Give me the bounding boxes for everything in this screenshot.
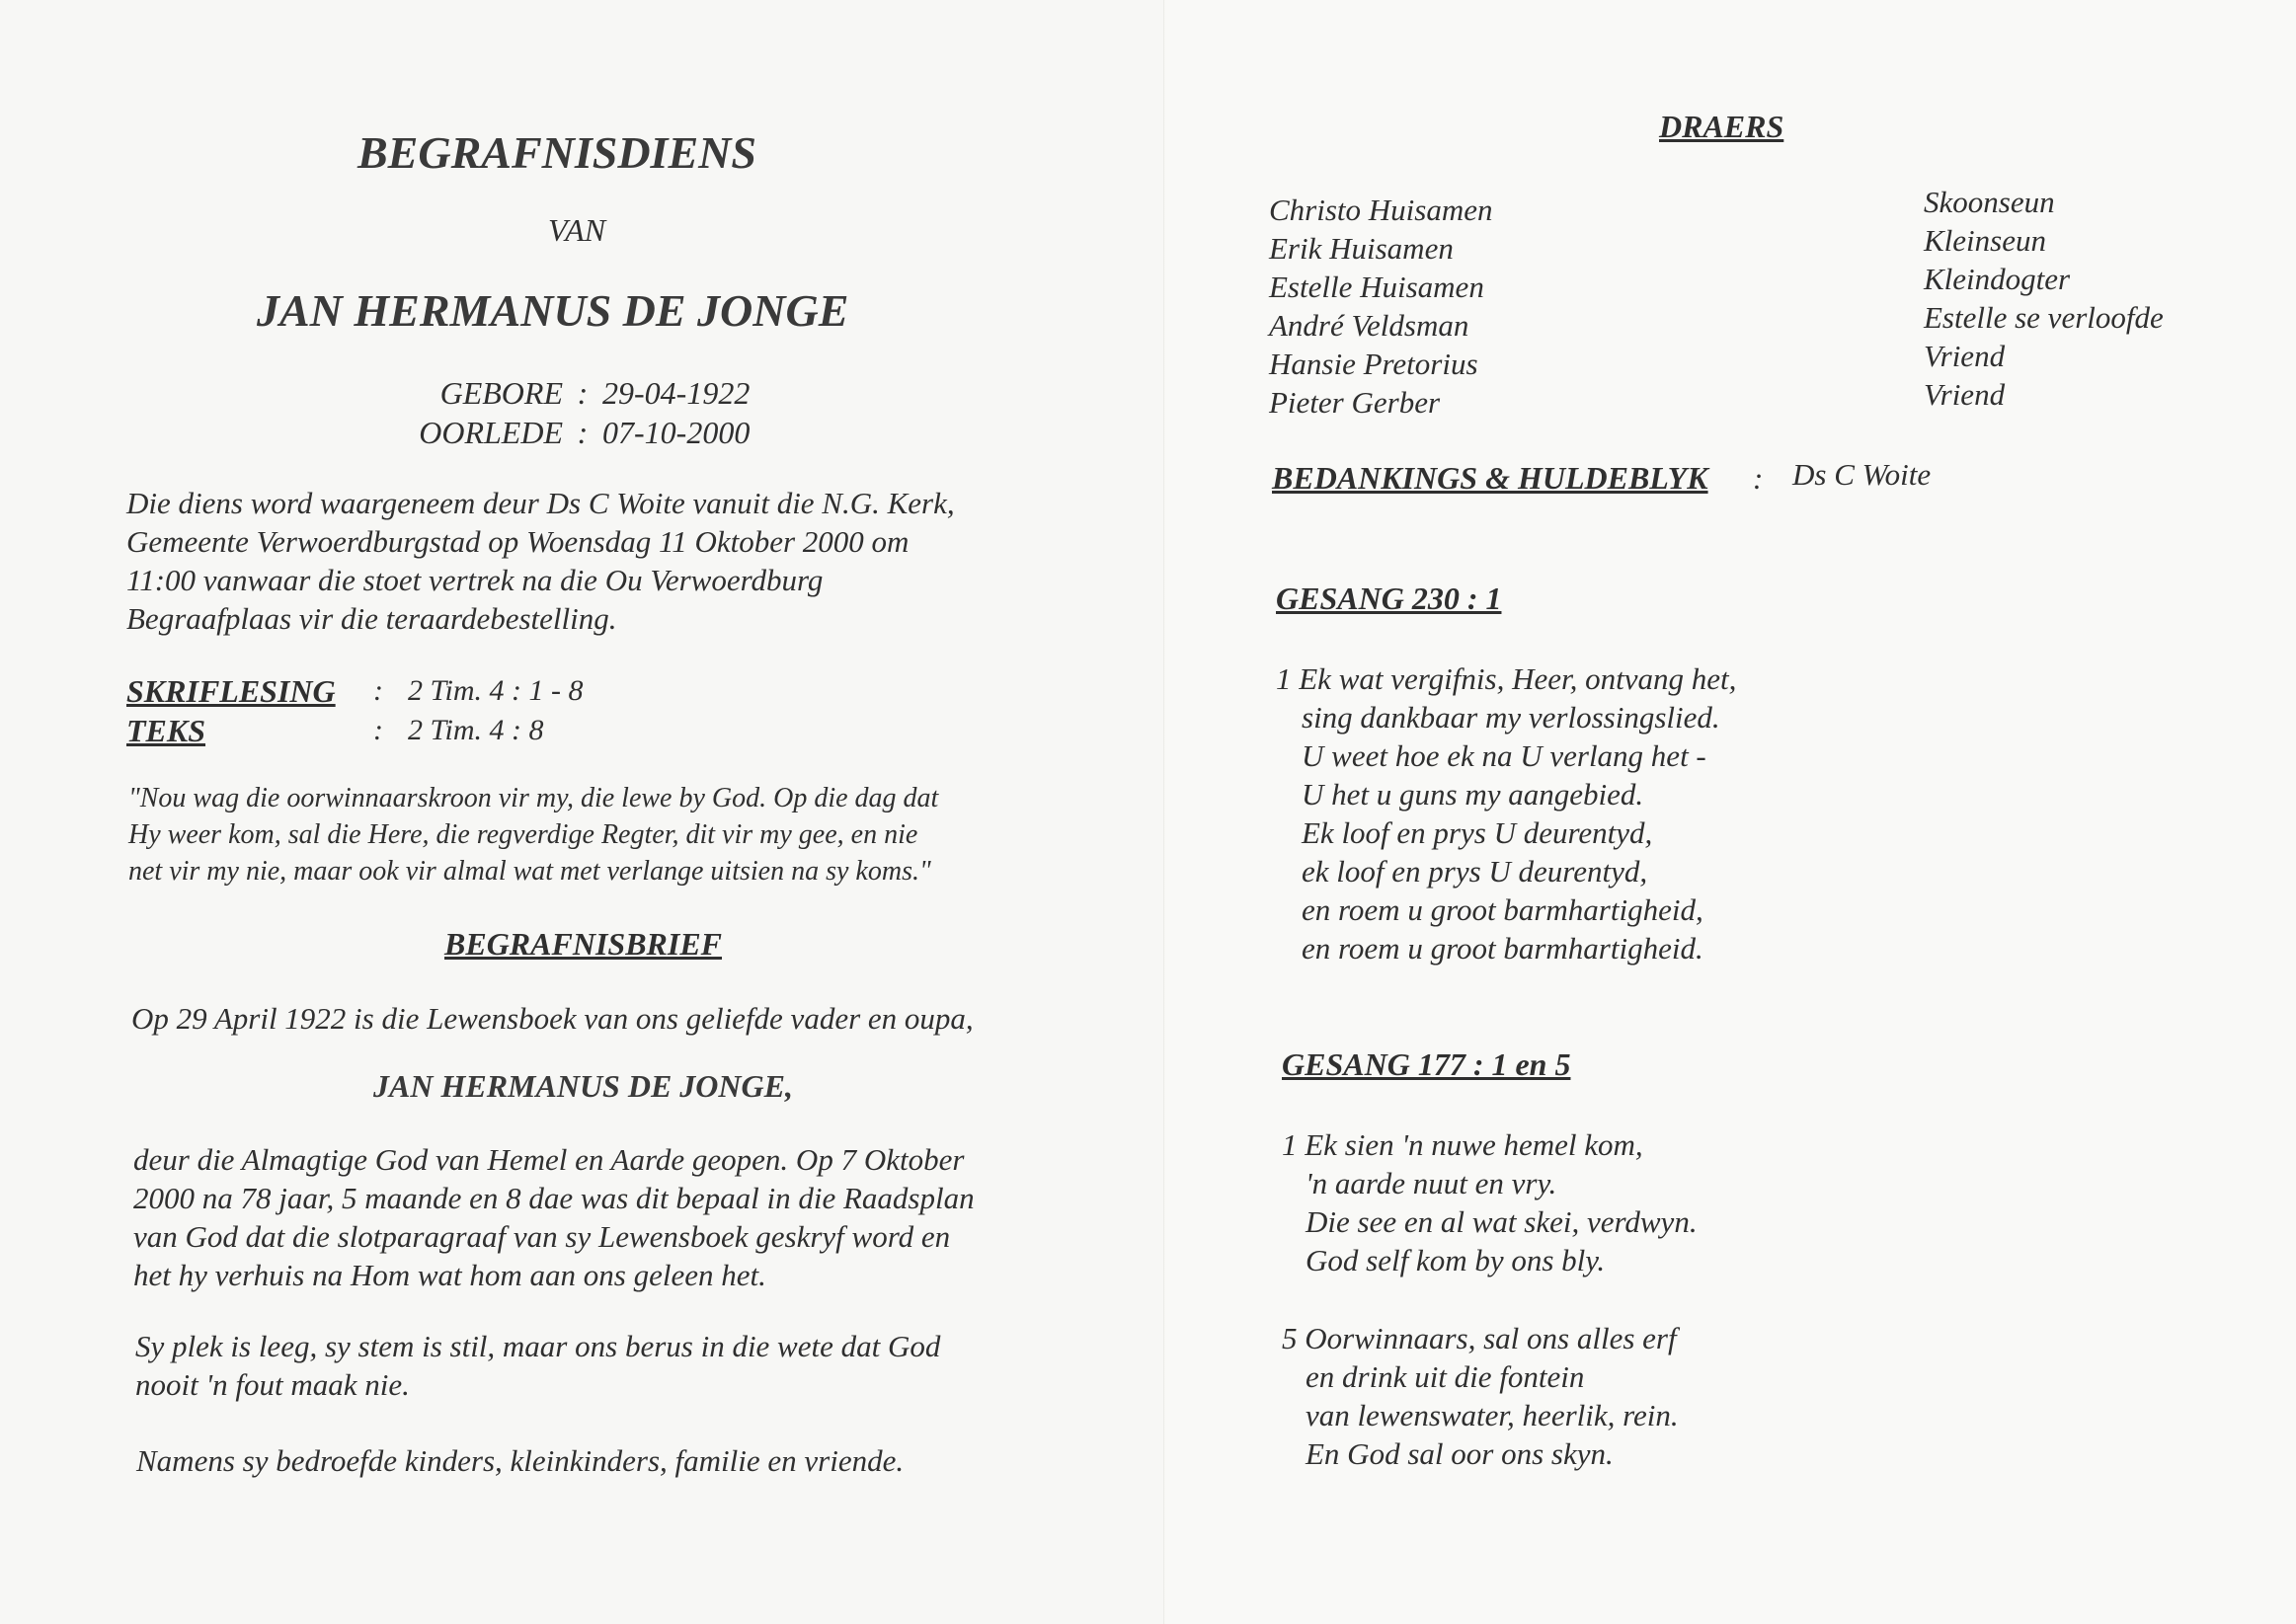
teks-value: 2 Tim. 4 : 8 (408, 714, 544, 746)
gesang-230-verse (1276, 659, 1736, 967)
draers-heading: DRAERS (1659, 109, 1784, 144)
brief-line: deur die Almagtige God van Hemel en Aarde geopen. Op 7 Oktober (133, 1142, 965, 1177)
hymn-line: 5 Oorwinnaars, sal ons alles erf (1282, 1321, 1677, 1355)
draer-name: Christo Huisamen (1269, 193, 1493, 227)
brief-name: JAN HERMANUS DE JONGE, (373, 1068, 793, 1104)
gebore-label: GEBORE (439, 375, 563, 411)
quote-line: Hy weer kom, sal die Here, die regverdige Regter, dit vir my gee, en nie (128, 819, 918, 850)
draer-relation: Estelle se verloofde (1924, 300, 2164, 335)
quote-line: net vir my nie, maar ook vir almal wat met verlange uitsien na sy koms." (128, 856, 931, 887)
bedankings-value: Ds C Woite (1792, 457, 1932, 492)
draer-name: Estelle Huisamen (1269, 270, 1484, 304)
right-page (1165, 0, 2296, 1624)
hymn-line: Ek loof en prys U deurentyd, (1302, 815, 1653, 850)
gebore-separator: : (577, 375, 589, 411)
hymn-line: en drink uit die fontein (1306, 1359, 1585, 1394)
draer-name: Pieter Gerber (1269, 385, 1441, 420)
brief-opening: Op 29 April 1922 is die Lewensboek van ons geliefde vader en oupa, (131, 1001, 974, 1036)
hymn-line: Die see en al wat skei, verdwyn. (1306, 1204, 1698, 1239)
quote-line: "Nou wag die oorwinnaarskroon vir my, die lewe by God. Op die dag dat (128, 783, 939, 813)
scripture-quote (128, 780, 1042, 889)
draers-names (1269, 191, 1493, 422)
brief-line: Sy plek is leeg, sy stem is stil, maar ons berus in die wete dat God (135, 1329, 941, 1363)
hymn-line: van lewenswater, heerlik, rein. (1306, 1398, 1679, 1432)
intro-line: 11:00 vanwaar die stoet vertrek na die Ou Verwoerdburg (126, 563, 824, 597)
draer-relation: Kleinseun (1924, 223, 2046, 258)
skriflesing-separator: : (373, 674, 383, 707)
hymn-line: en roem u groot barmhartigheid. (1302, 931, 1703, 966)
gesang-230-heading: GESANG 230 : 1 (1276, 580, 1502, 616)
brief-line: van God dat die slotparagraaf van sy Lewensboek geskryf word en (133, 1219, 951, 1254)
van-label: VAN (548, 212, 606, 248)
teks-label: TEKS (126, 713, 206, 748)
intro-line: Die diens word waargeneem deur Ds C Woite vanuit die N.G. Kerk, (126, 486, 955, 520)
hymn-line: en roem u groot barmhartigheid, (1302, 892, 1703, 927)
hymn-line: sing dankbaar my verlossingslied. (1302, 700, 1720, 735)
intro-line: Gemeente Verwoerdburgstad op Woensdag 11 Oktober 2000 om (126, 524, 910, 559)
brief-line: nooit 'n fout maak nie. (135, 1367, 410, 1402)
death-row (385, 413, 750, 452)
draers-relations (1924, 183, 2164, 414)
oorlede-value: 07-10-2000 (602, 415, 751, 450)
service-title: BEGRAFNISDIENS (357, 127, 756, 178)
hymn-line: U weet hoe ek na U verlang het - (1302, 738, 1706, 773)
brief-paragraph-1 (133, 1140, 1050, 1294)
draer-name: Erik Huisamen (1269, 231, 1454, 266)
intro-line: Begraafplaas vir die teraardebestelling. (126, 601, 617, 636)
draer-name: André Veldsman (1269, 308, 1469, 343)
hymn-line: ek loof en prys U deurentyd, (1302, 854, 1648, 889)
teks-separator: : (373, 714, 383, 746)
oorlede-separator: : (577, 415, 589, 450)
deceased-name: JAN HERMANUS DE JONGE (257, 285, 849, 336)
service-intro (126, 484, 1040, 638)
skriflesing-label: SKRIFLESING (126, 673, 336, 709)
brief-closing: Namens sy bedroefde kinders, kleinkinders, familie en vriende. (136, 1443, 905, 1478)
gesang-177-verse-5 (1282, 1319, 1679, 1473)
brief-paragraph-2 (135, 1327, 1052, 1404)
birth-row (385, 373, 750, 413)
gesang-177-heading: GESANG 177 : 1 en 5 (1282, 1046, 1571, 1082)
draer-relation: Vriend (1924, 339, 2006, 373)
gebore-value: 29-04-1922 (602, 375, 751, 411)
brief-line: 2000 na 78 jaar, 5 maande en 8 dae was dit bepaal in die Raadsplan (133, 1181, 975, 1215)
oorlede-label: OORLEDE (419, 415, 563, 450)
hymn-line: 1 Ek wat vergifnis, Heer, ontvang het, (1276, 661, 1737, 696)
draer-relation: Skoonseun (1924, 185, 2055, 219)
skriflesing-value: 2 Tim. 4 : 1 - 8 (408, 674, 584, 707)
hymn-line: U het u guns my aangebied. (1302, 777, 1644, 812)
draer-relation: Kleindogter (1924, 262, 2071, 296)
draer-name: Hansie Pretorius (1269, 347, 1478, 381)
hymn-line: God self kom by ons bly. (1306, 1243, 1606, 1277)
brief-line: het hy verhuis na Hom wat hom aan ons geleen het. (133, 1258, 766, 1292)
bedankings-label: BEDANKINGS & HULDEBLYK (1272, 460, 1708, 496)
dates-block (385, 373, 750, 452)
draer-relation: Vriend (1924, 377, 2006, 412)
bedankings-separator: : (1753, 461, 1764, 496)
hymn-line: En God sal oor ons skyn. (1306, 1436, 1614, 1471)
begrafnisbrief-heading: BEGRAFNISBRIEF (444, 926, 723, 962)
hymn-line: 1 Ek sien 'n nuwe hemel kom, (1282, 1127, 1643, 1162)
hymn-line: 'n aarde nuut en vry. (1306, 1166, 1557, 1200)
gesang-177-verse-1 (1282, 1125, 1698, 1279)
